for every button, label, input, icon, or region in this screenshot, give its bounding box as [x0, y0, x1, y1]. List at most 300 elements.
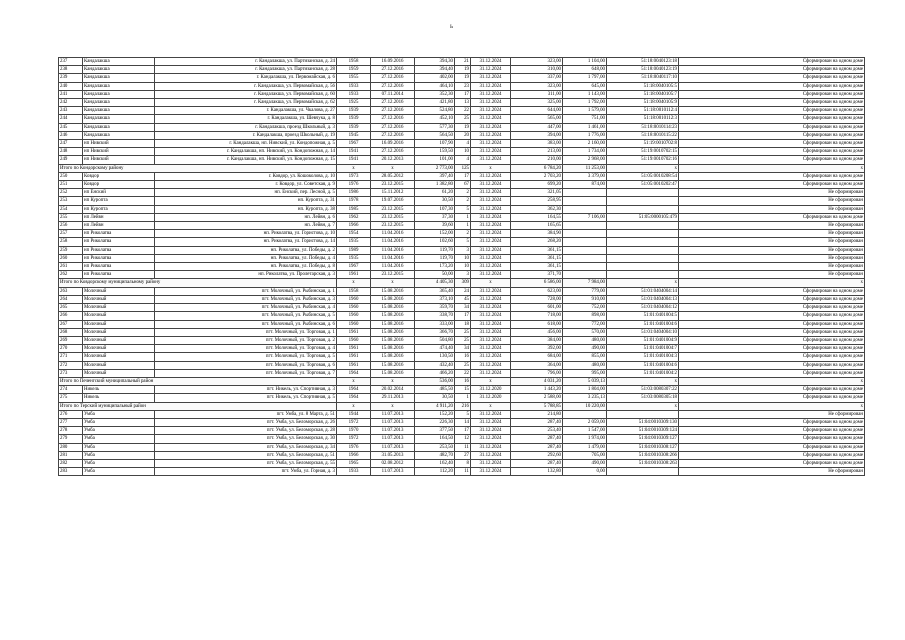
cell-area: 504,80: [415, 336, 455, 344]
cell-cost-per-sqm: 287,40: [511, 435, 563, 443]
cell-row-number: 246: [59, 131, 83, 139]
cell-cost-per-sqm: 728,00: [511, 295, 563, 303]
cell-row-number: 263: [59, 287, 83, 295]
cell-count: 21: [455, 58, 471, 66]
cell-row-number: 255: [59, 213, 83, 221]
cell-row-number: 269: [59, 336, 83, 344]
cell-build-year: 1941: [337, 156, 371, 164]
cell-area: 397,40: [415, 172, 455, 180]
table-row: [59, 131, 865, 139]
cell-area: 107,30: [415, 205, 455, 213]
cell-land-status: Сформирован на одном доме: [679, 123, 865, 131]
cell-land-status: Сформирован на одном доме: [679, 451, 865, 459]
cell-cadastral-number: 51:04:0010309:127: [607, 435, 679, 443]
cell-row-number: 279: [59, 435, 83, 443]
table-row: [59, 99, 865, 107]
cell-date: 15.08.2016: [371, 336, 415, 344]
subtotal-label: Итого по Печенгский муниципальный район: [59, 377, 337, 385]
cell-address: пгт. Умба, ул. Беломорская, д. 26: [155, 418, 337, 426]
cell-cost-per-sqm: 1 443,20: [511, 386, 563, 394]
cell-settlement: Молочный: [83, 304, 155, 312]
cell-date: 16.09.2016: [371, 140, 415, 148]
cell-deadline: 31.12.2024: [471, 304, 511, 312]
table-row: [59, 320, 865, 328]
cell-cadastral-number: 51:05:0010208:54: [607, 172, 679, 180]
cell-settlement: Кандалакша: [83, 90, 155, 98]
cell-settlement: Ковдор: [83, 172, 155, 180]
cell-date: 20.12.2013: [371, 156, 415, 164]
cell-date: 23.12.2015: [371, 222, 415, 230]
cell-row-number: 260: [59, 254, 83, 262]
cell-cost-per-sqm: 164,55: [511, 213, 563, 221]
cell-land-status: Сформирован на одном доме: [679, 369, 865, 377]
cell-cost-per-sqm: 4 031,20: [511, 377, 563, 385]
cell-land-status: Сформирован на одном доме: [679, 459, 865, 467]
cell-land-area: 779,00: [563, 287, 607, 295]
cell-build-year: 1976: [337, 443, 371, 451]
cell-date: х: [371, 279, 415, 287]
cell-cadastral-number: 51:01:0404004:14: [607, 287, 679, 295]
cell-address: нп. Риколатва, ул. Гористова, д. 14: [155, 238, 337, 246]
cell-cadastral-number: х: [607, 164, 679, 172]
cell-address: г. Кандалакша, ул. Партизанская, д. 24: [155, 58, 337, 66]
table-row: [59, 74, 865, 82]
cell-cadastral-number: [607, 222, 679, 230]
cell-count: 19: [455, 123, 471, 131]
cell-count: 24: [455, 287, 471, 295]
cell-land-area: 752,00: [563, 304, 607, 312]
cell-deadline: 31.12.2024: [471, 295, 511, 303]
cell-date: 15.08.2016: [371, 304, 415, 312]
cell-cost-per-sqm: 364,00: [511, 361, 563, 369]
cell-date: 07.11.2014: [371, 90, 415, 98]
cell-land-status: Не сформирован: [679, 263, 865, 271]
cell-address: пгт. Молочный, ул. Рыбинская, д. 4: [155, 304, 337, 312]
cell-address: г. Кандалакша, ул. Партизанская, д. 28: [155, 66, 337, 74]
cell-build-year: х: [337, 279, 371, 287]
cell-land-status: Не сформирован: [679, 238, 865, 246]
cell-deadline: 31.12.2024: [471, 353, 511, 361]
cell-build-year: 1976: [337, 181, 371, 189]
cell-cadastral-number: 51:18:0040105:5: [607, 82, 679, 90]
table-row: [59, 90, 865, 98]
cell-count: 1: [455, 394, 471, 402]
cell-build-year: 1944: [337, 410, 371, 418]
cell-cadastral-number: [607, 246, 679, 254]
cell-land-area: 2 160,00: [563, 140, 607, 148]
cell-area: 1 382,80: [415, 181, 455, 189]
cell-cost-per-sqm: 2 588,00: [511, 394, 563, 402]
cell-land-status: Сформирован на одном доме: [679, 148, 865, 156]
cell-address: нп. Риколатва, ул. Победы, д. 8: [155, 263, 337, 271]
cell-count: 125: [455, 164, 471, 172]
cell-address: пгт. Молочный, ул. Рыбинская, д. 6: [155, 320, 337, 328]
cell-land-status: Не сформирован: [679, 410, 865, 418]
cell-cost-per-sqm: 392,00: [511, 345, 563, 353]
cell-land-area: 2 968,00: [563, 156, 607, 164]
cell-area: 466,20: [415, 369, 455, 377]
cell-deadline: 31.12.2024: [471, 131, 511, 139]
cell-cadastral-number: 51:01:0401004:6: [607, 361, 679, 369]
cell-row-number: 273: [59, 369, 83, 377]
cell-cadastral-number: [607, 230, 679, 238]
cell-count: 5: [455, 205, 471, 213]
cell-land-status: Сформирован на одном доме: [679, 312, 865, 320]
cell-settlement: Молочный: [83, 345, 155, 353]
cell-date: 15.08.2016: [371, 361, 415, 369]
cell-date: 23.12.2015: [371, 213, 415, 221]
cell-count: 4: [455, 156, 471, 164]
cell-date: 11.07.2013: [371, 468, 415, 476]
cell-row-number: 248: [59, 148, 83, 156]
cell-area: 107,90: [415, 140, 455, 148]
cell-area: 524,80: [415, 107, 455, 115]
cell-deadline: 31.12.2024: [471, 271, 511, 279]
table-row: [59, 254, 865, 262]
cell-count: 2: [455, 230, 471, 238]
cell-date: 11.07.2013: [371, 410, 415, 418]
cell-land-area: [563, 238, 607, 246]
cell-build-year: 1933: [337, 82, 371, 90]
table-row: [59, 394, 865, 402]
cell-deadline: 31.12.2024: [471, 246, 511, 254]
cell-date: х: [371, 402, 415, 410]
cell-build-year: 1973: [337, 172, 371, 180]
cell-land-status: Сформирован на одном доме: [679, 156, 865, 164]
cell-address: пгт. Никель, ул. Спортивная, д. 3: [155, 386, 337, 394]
cell-build-year: 1966: [337, 222, 371, 230]
cell-date: 23.12.2015: [371, 271, 415, 279]
cell-count: 34: [455, 345, 471, 353]
cell-land-area: [563, 246, 607, 254]
cell-address: нп. Риколатва, ул. Победы, д. 4: [155, 254, 337, 262]
cell-count: 14: [455, 418, 471, 426]
cell-count: 23: [455, 82, 471, 90]
cell-date: 11.04.2016: [371, 263, 415, 271]
cell-count: 1: [455, 213, 471, 221]
cell-deadline: х: [471, 164, 511, 172]
cell-build-year: х: [337, 164, 371, 172]
cell-count: 25: [455, 336, 471, 344]
cell-address: г. Кандалакша, ул. Шевчука, д. 8: [155, 115, 337, 123]
table-row: [59, 295, 865, 303]
cell-settlement: нп Лейвн: [83, 213, 155, 221]
cell-date: 11.07.2013: [371, 427, 415, 435]
cell-address: пгт. Умба, ул. Беломорская, д. 51: [155, 451, 337, 459]
cell-land-status: Не сформирован: [679, 271, 865, 279]
cell-deadline: 31.12.2024: [471, 213, 511, 221]
cell-cadastral-number: 51:18:0040105:7: [607, 90, 679, 98]
cell-cost-per-sqm: 6 586,00: [511, 279, 563, 287]
cell-deadline: 31.12.2024: [471, 320, 511, 328]
cell-date: 20.02.2014: [371, 386, 415, 394]
cell-cost-per-sqm: 132,80: [511, 468, 563, 476]
cell-settlement: Молочный: [83, 287, 155, 295]
cell-date: х: [371, 377, 415, 385]
cell-settlement: нп Риколатва: [83, 230, 155, 238]
cell-count: 13: [455, 99, 471, 107]
cell-date: 27.12.2016: [371, 74, 415, 82]
cell-land-area: 1 547,00: [563, 427, 607, 435]
cell-row-number: 253: [59, 197, 83, 205]
cell-land-status: Сформирован на одном доме: [679, 181, 865, 189]
cell-settlement: нп Риколатва: [83, 271, 155, 279]
cell-deadline: 31.12.2024: [471, 418, 511, 426]
cell-build-year: 1939: [337, 123, 371, 131]
cell-cost-per-sqm: 371,70: [511, 271, 563, 279]
cell-address: г. Ковдор, ул. Кошоколова, д. 10: [155, 172, 337, 180]
cell-cost-per-sqm: 796,00: [511, 369, 563, 377]
cell-area: 536,00: [415, 377, 455, 385]
cell-deadline: 31.12.2024: [471, 254, 511, 262]
cell-address: нп. Риколатва, ул. Пролетарская, д. 3: [155, 271, 337, 279]
cell-count: 12: [455, 435, 471, 443]
cell-address: пгт. Молочный, ул. Торговая, д. 7: [155, 369, 337, 377]
cell-address: пгт. Никель, ул. Спортивная, д. 5: [155, 394, 337, 402]
cell-area: 2 773,00: [415, 164, 455, 172]
cell-address: нп. Риколатва, ул. Победы, д. 2: [155, 246, 337, 254]
cell-build-year: 1978: [337, 197, 371, 205]
cell-deadline: 31.12.2024: [471, 336, 511, 344]
cell-address: пгт. Умба, ул. Беломорская, д. 30: [155, 435, 337, 443]
cell-build-year: 1965: [337, 459, 371, 467]
cell-cadastral-number: 51:04:0010308:263: [607, 459, 679, 467]
cell-cost-per-sqm: 5 788,85: [511, 402, 563, 410]
table-row: [59, 140, 865, 148]
cell-build-year: х: [337, 402, 371, 410]
cell-land-area: [563, 410, 607, 418]
cell-address: пгт. Умба, ул. Беломорская, д. 28: [155, 427, 337, 435]
cell-row-number: 272: [59, 361, 83, 369]
cell-land-status: Не сформирован: [679, 197, 865, 205]
cell-cadastral-number: 51:18:0010112:3: [607, 115, 679, 123]
cell-deadline: 31.12.2024: [471, 468, 511, 476]
cell-row-number: 267: [59, 320, 83, 328]
cell-land-area: 1 797,00: [563, 74, 607, 82]
table-subtotal-row: [59, 164, 865, 172]
cell-cost-per-sqm: 311,00: [511, 90, 563, 98]
cell-cadastral-number: [607, 271, 679, 279]
cell-row-number: 276: [59, 410, 83, 418]
cell-deadline: 31.12.2024: [471, 82, 511, 90]
cell-build-year: 1939: [337, 115, 371, 123]
cell-row-number: 283: [59, 468, 83, 476]
cell-settlement: Кандалакша: [83, 115, 155, 123]
cell-cadastral-number: 51:18:0040123:18: [607, 58, 679, 66]
cell-land-status: Сформирован на одном доме: [679, 304, 865, 312]
cell-area: 432,40: [415, 361, 455, 369]
cell-settlement: Умба: [83, 418, 155, 426]
cell-land-status: Сформирован на одном доме: [679, 99, 865, 107]
cell-land-area: 570,00: [563, 328, 607, 336]
subtotal-label: Итого по Терский муниципальный район: [59, 402, 337, 410]
cell-date: 11.07.2013: [371, 418, 415, 426]
cell-address: г. Ковдор, ул. Советская, д. 9: [155, 181, 337, 189]
cell-count: 2: [455, 189, 471, 197]
cell-build-year: 1964: [337, 369, 371, 377]
cell-area: 564,50: [415, 131, 455, 139]
cell-count: 11: [455, 443, 471, 451]
cell-deadline: 31.12.2020: [471, 394, 511, 402]
page-marker: ь: [450, 22, 454, 30]
cell-count: 17: [455, 90, 471, 98]
cell-land-area: [563, 230, 607, 238]
table-subtotal-row: [59, 402, 865, 410]
cell-area: 333,00: [415, 320, 455, 328]
cell-cost-per-sqm: 337,00: [511, 74, 563, 82]
cell-date: 27.12.2016: [371, 115, 415, 123]
table-row: [59, 230, 865, 238]
cell-count: 8: [455, 459, 471, 467]
cell-address: нп. Куропта, д. 38: [155, 205, 337, 213]
cell-row-number: 281: [59, 451, 83, 459]
cell-area: 4 911,20: [415, 402, 455, 410]
cell-row-number: 275: [59, 394, 83, 402]
cell-cost-per-sqm: 362,30: [511, 205, 563, 213]
cell-land-status: Сформирован на одном доме: [679, 107, 865, 115]
table-row: [59, 304, 865, 312]
cell-row-number: 241: [59, 90, 83, 98]
cell-cadastral-number: 51:01:0401004:6: [607, 320, 679, 328]
cell-settlement: Молочный: [83, 320, 155, 328]
cell-settlement: Кандалакша: [83, 99, 155, 107]
cell-land-status: Сформирован на одном доме: [679, 295, 865, 303]
cell-settlement: Молочный: [83, 312, 155, 320]
cell-settlement: нп Нивский: [83, 140, 155, 148]
cell-cadastral-number: 51:01:0401004:9: [607, 336, 679, 344]
cell-land-status: Не сформирован: [679, 254, 865, 262]
cell-row-number: 266: [59, 312, 83, 320]
cell-deadline: 31.12.2024: [471, 427, 511, 435]
cell-row-number: 252: [59, 189, 83, 197]
cell-land-status: Сформирован на одном доме: [679, 172, 865, 180]
cell-deadline: 31.12.2024: [471, 312, 511, 320]
cell-deadline: 31.12.2024: [471, 222, 511, 230]
table-row: [59, 172, 865, 180]
cell-land-status: Сформирован на одном доме: [679, 328, 865, 336]
cell-cadastral-number: 51:04:0010309:124: [607, 427, 679, 435]
cell-cost-per-sqm: 287,40: [511, 459, 563, 467]
cell-cadastral-number: 51:18:0040123:19: [607, 66, 679, 74]
cell-land-area: 705,00: [563, 451, 607, 459]
cell-address: пгт. Молочный, ул. Торговая, д. 6: [155, 361, 337, 369]
cell-count: 17: [455, 427, 471, 435]
cell-area: 101,00: [415, 156, 455, 164]
cell-build-year: 1966: [337, 451, 371, 459]
cell-cost-per-sqm: 253,40: [511, 427, 563, 435]
cell-area: 377,50: [415, 427, 455, 435]
cell-row-number: 240: [59, 82, 83, 90]
cell-area: 173,20: [415, 263, 455, 271]
cell-cadastral-number: [607, 254, 679, 262]
cell-land-area: 1 804,00: [563, 386, 607, 394]
table-row: [59, 197, 865, 205]
cell-cost-per-sqm: 210,00: [511, 156, 563, 164]
table-row: [59, 427, 865, 435]
cell-cost-per-sqm: 384,00: [511, 336, 563, 344]
cell-count: 25: [455, 328, 471, 336]
cell-settlement: Ковдор: [83, 181, 155, 189]
cell-area: 485,50: [415, 386, 455, 394]
cell-cost-per-sqm: 394,00: [511, 131, 563, 139]
cell-settlement: нп Енский: [83, 189, 155, 197]
cell-cost-per-sqm: 292,60: [511, 451, 563, 459]
cell-land-status: Сформирован на одном доме: [679, 345, 865, 353]
cell-address: г. Кандалакша, ул. Первомайская, д. 60: [155, 90, 337, 98]
cell-deadline: 31.12.2024: [471, 443, 511, 451]
cell-row-number: 237: [59, 58, 83, 66]
cell-row-number: 258: [59, 238, 83, 246]
cell-cadastral-number: 51:01:0404004:10: [607, 328, 679, 336]
cell-cadastral-number: 51:01:0401004:7: [607, 345, 679, 353]
table-row: [59, 443, 865, 451]
cell-deadline: 31.12.2024: [471, 90, 511, 98]
cell-date: 27.12.2016: [371, 82, 415, 90]
cell-date: 02.08.2012: [371, 459, 415, 467]
cell-address: пгт. Умба, ул. Беломорская, д. 34: [155, 443, 337, 451]
cell-address: г. Кандалакша, ул. Первомайская, д. 62: [155, 99, 337, 107]
cell-address: пгт. Молочный, ул. Торговая, д. 1: [155, 328, 337, 336]
cell-land-status: Не сформирован: [679, 205, 865, 213]
cell-build-year: 1959: [337, 66, 371, 74]
cell-area: 159,50: [415, 148, 455, 156]
cell-land-area: 3 235,13: [563, 394, 607, 402]
cell-count: 216: [455, 402, 471, 410]
cell-area: 30,50: [415, 394, 455, 402]
cell-area: 102,60: [415, 238, 455, 246]
cell-count: 22: [455, 107, 471, 115]
cell-land-status: Сформирован на одном доме: [679, 131, 865, 139]
cell-cadastral-number: [607, 189, 679, 197]
cell-cost-per-sqm: 268,20: [511, 238, 563, 246]
table-row: [59, 459, 865, 467]
cell-build-year: 1960: [337, 304, 371, 312]
cell-area: 577,30: [415, 123, 455, 131]
housing-register-table: [58, 57, 865, 476]
cell-area: 482,70: [415, 451, 455, 459]
cell-land-area: 2 059,00: [563, 418, 607, 426]
cell-area: 119,70: [415, 254, 455, 262]
cell-land-status: Сформирован на одном доме: [679, 66, 865, 74]
table-row: [59, 287, 865, 295]
cell-area: 50,00: [415, 271, 455, 279]
cell-cost-per-sqm: 383,00: [511, 140, 563, 148]
cell-deadline: 31.12.2024: [471, 361, 511, 369]
cell-count: 1: [455, 222, 471, 230]
cell-count: 19: [455, 74, 471, 82]
cell-row-number: 238: [59, 66, 83, 74]
cell-count: 5: [455, 410, 471, 418]
cell-cadastral-number: 51:19:0010702:8: [607, 140, 679, 148]
cell-row-number: 261: [59, 263, 83, 271]
cell-build-year: 1985: [337, 205, 371, 213]
table-row: [59, 189, 865, 197]
cell-date: 11.04.2016: [371, 230, 415, 238]
cell-area: 130,50: [415, 353, 455, 361]
cell-address: пгт. Умба, ул. Беломорская, д. 55: [155, 459, 337, 467]
cell-cadastral-number: [607, 263, 679, 271]
cell-row-number: 256: [59, 222, 83, 230]
cell-address: г. Кандалакша, нп. Нивский, ул. Кондопожная, д. 5: [155, 140, 337, 148]
cell-date: 23.12.2015: [371, 205, 415, 213]
cell-date: 15.08.2016: [371, 295, 415, 303]
cell-land-status: Сформирован на одном доме: [679, 320, 865, 328]
table-row: [59, 418, 865, 426]
cell-deadline: 31.12.2024: [471, 66, 511, 74]
cell-land-area: [563, 189, 607, 197]
cell-date: 11.07.2013: [371, 435, 415, 443]
table-row: [59, 238, 865, 246]
